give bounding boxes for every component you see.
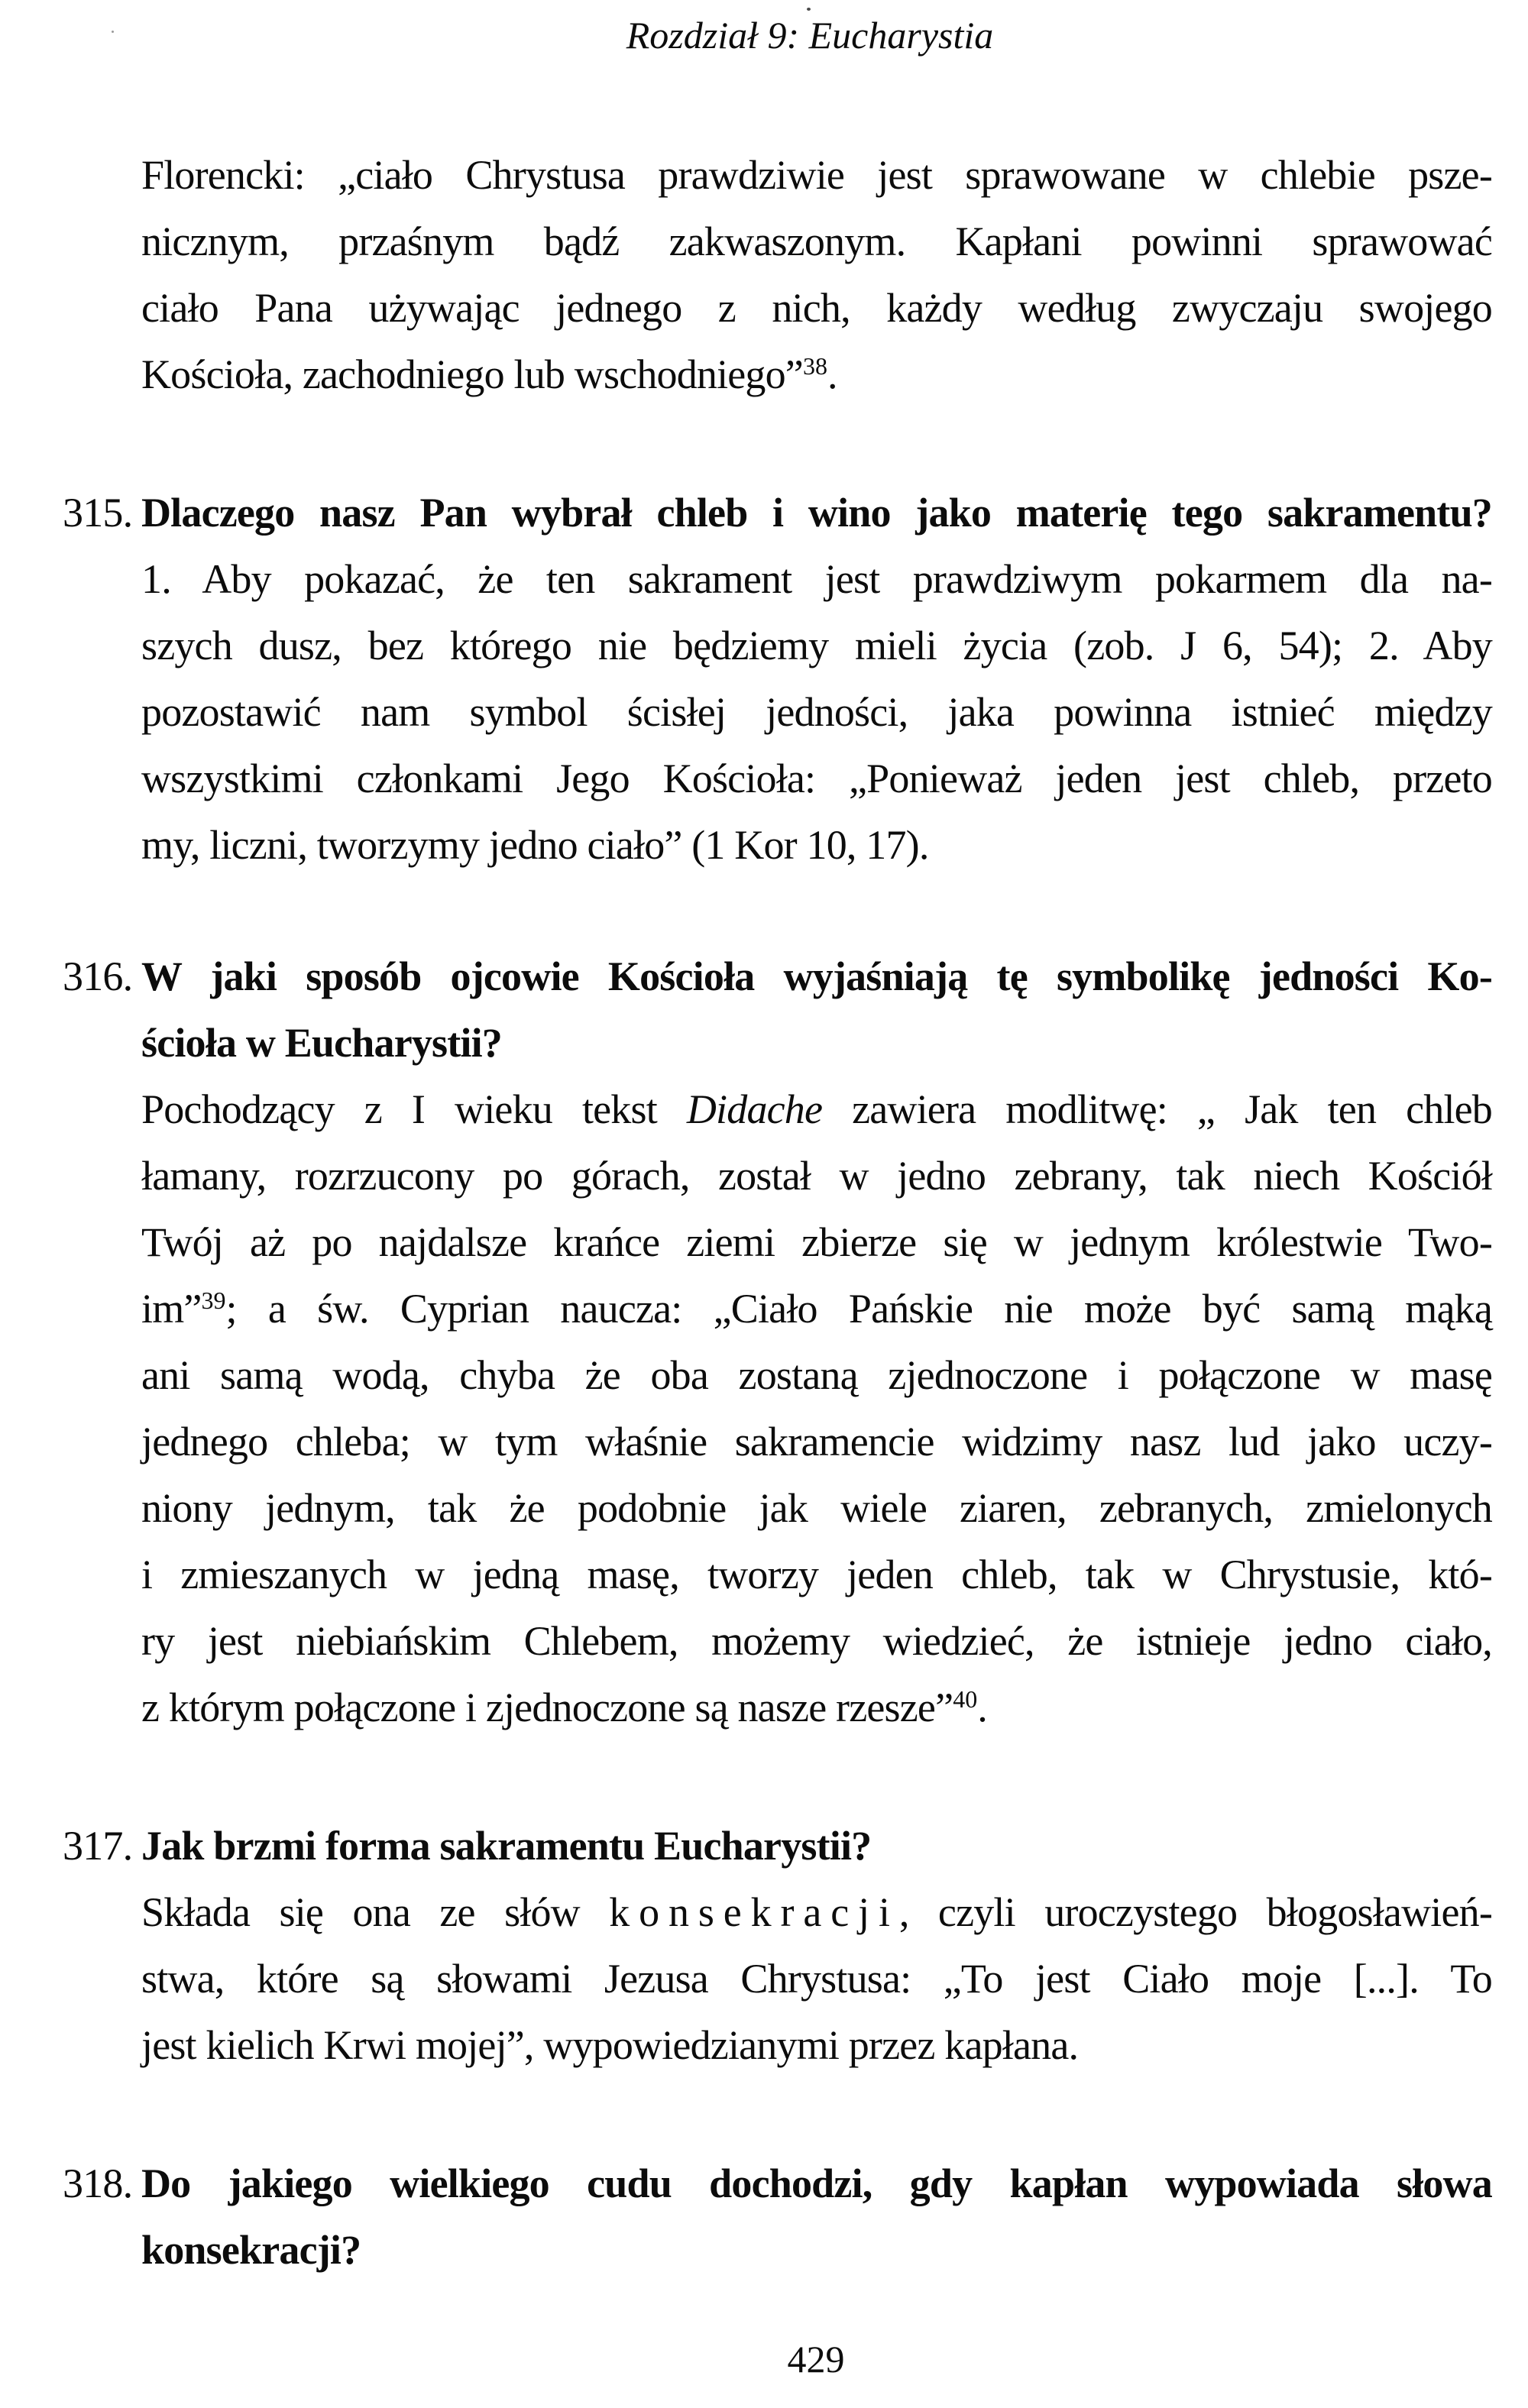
footnote-ref: 39 — [201, 1287, 226, 1315]
text-line: wszystkimi członkami Jego Kościoła: „Ponieważ jeden jest chleb, przeto — [141, 756, 1492, 801]
question-title-text: Jak brzmi forma sakramentu Eucharystii? — [141, 1823, 872, 1869]
question-number: 318. — [63, 2160, 133, 2206]
question-title — [63, 480, 1492, 546]
text-line: łamany, rozrzucony po górach, został w jedno zebrany, tak niech Kościół — [141, 1153, 1492, 1199]
question-number: 316. — [63, 953, 133, 999]
question-block-317 — [63, 1813, 1492, 2079]
text-line: ry jest niebiańskim Chlebem, możemy wiedzieć, że istnieje jedno ciało, — [141, 1618, 1492, 1664]
question-title — [63, 1813, 1492, 1879]
text-segment: z którym połączone i zjednoczone są nasze rzesze” — [141, 1685, 953, 1730]
text-line: stwa, które są słowami Jezusa Chrystusa: „To jest Ciało moje [...]. To — [141, 1956, 1492, 2002]
text-line: i zmieszanych w jedną masę, tworzy jeden chleb, tak w Chrystusie, któ- — [141, 1552, 1492, 1597]
text-line: pozostawić nam symbol ścisłej jedności, jaka powinna istnieć między — [141, 689, 1492, 735]
italic-term: Didache — [686, 1086, 823, 1132]
text-segment: Pochodzący z I wieku tekst — [141, 1086, 687, 1132]
text-segment: . — [977, 1685, 987, 1730]
text-segment: Składa się ona ze słów — [141, 1889, 610, 1935]
text-segment: , czyli uroczystego błogosławień- — [898, 1889, 1492, 1935]
text-line: Twój aż po najdalsze krańce ziemi zbierze się w jednym królestwie Two- — [141, 1219, 1492, 1265]
question-block-316 — [63, 943, 1492, 1741]
letterspaced-term: konsekracji — [609, 1889, 899, 1935]
text-line — [141, 1276, 1492, 1342]
page-number: 429 — [787, 2338, 845, 2380]
text-line — [141, 1675, 1492, 1741]
text-line: my, liczni, tworzymy jedno ciało” (1 Kor 10, 17). — [141, 822, 929, 868]
text-line: szych dusz, bez którego nie będziemy mieli życia (zob. J 6, 54); 2. Aby — [141, 623, 1492, 668]
text-line — [141, 1076, 1492, 1143]
text-segment: im” — [141, 1286, 202, 1332]
question-block-318 — [63, 2151, 1492, 2283]
question-title-text: W jaki sposób ojcowie Kościoła wyjaśniają tę symbolikę jedności Ko- — [141, 953, 1492, 999]
scan-speck — [807, 8, 811, 11]
question-number: 315. — [63, 490, 133, 536]
text-line: ani samą wodą, chyba że oba zostaną zjednoczone i połączone w masę — [141, 1352, 1492, 1398]
text-line — [141, 341, 1492, 408]
text-segment: Kościoła, zachodniego lub wschodniego” — [141, 351, 803, 397]
text-segment: ; a św. Cyprian naucza: „Ciało Pańskie nie może być samą mąką — [225, 1286, 1492, 1332]
question-title: ścioła w Eucharystii? — [141, 1020, 502, 1066]
question-number: 317. — [63, 1823, 133, 1869]
footnote-ref: 38 — [802, 352, 827, 380]
text-segment: zawiera modlitwę: „ Jak ten chleb — [822, 1086, 1492, 1132]
question-title — [63, 943, 1492, 1010]
question-title-text: Dlaczego nasz Pan wybrał chleb i wino jako materię tego sakramentu? — [141, 490, 1492, 536]
text-line: ciało Pana używając jednego z nich, każdy według zwyczaju swojego — [141, 285, 1492, 331]
text-segment: . — [827, 351, 837, 397]
text-line — [141, 1879, 1492, 1946]
text-line: nicznym, przaśnym bądź zakwaszonym. Kapłani powinni sprawować — [141, 218, 1492, 264]
paragraph-continuation — [141, 142, 1492, 408]
text-line: jednego chleba; w tym właśnie sakramencie widzimy nasz lud jako uczy- — [141, 1419, 1492, 1465]
question-title — [63, 2151, 1492, 2217]
question-title: konsekracji? — [141, 2227, 361, 2273]
text-line: niony jednym, tak że podobnie jak wiele ziaren, zebranych, zmielonych — [141, 1485, 1492, 1531]
footnote-ref: 40 — [953, 1685, 978, 1714]
question-title-text: Do jakiego wielkiego cudu dochodzi, gdy kapłan wypowiada słowa — [141, 2160, 1492, 2206]
chapter-header: Rozdział 9: Eucharystia — [626, 14, 994, 57]
scan-speck — [112, 31, 114, 33]
question-block-315 — [63, 480, 1492, 879]
text-line: Florencki: „ciało Chrystusa prawdziwie jest sprawowane w chlebie psze- — [141, 152, 1492, 198]
text-line: jest kielich Krwi mojej”, wypowiedzianymi przez kapłana. — [141, 2022, 1079, 2068]
text-line: 1. Aby pokazać, że ten sakrament jest prawdziwym pokarmem dla na- — [141, 556, 1492, 602]
